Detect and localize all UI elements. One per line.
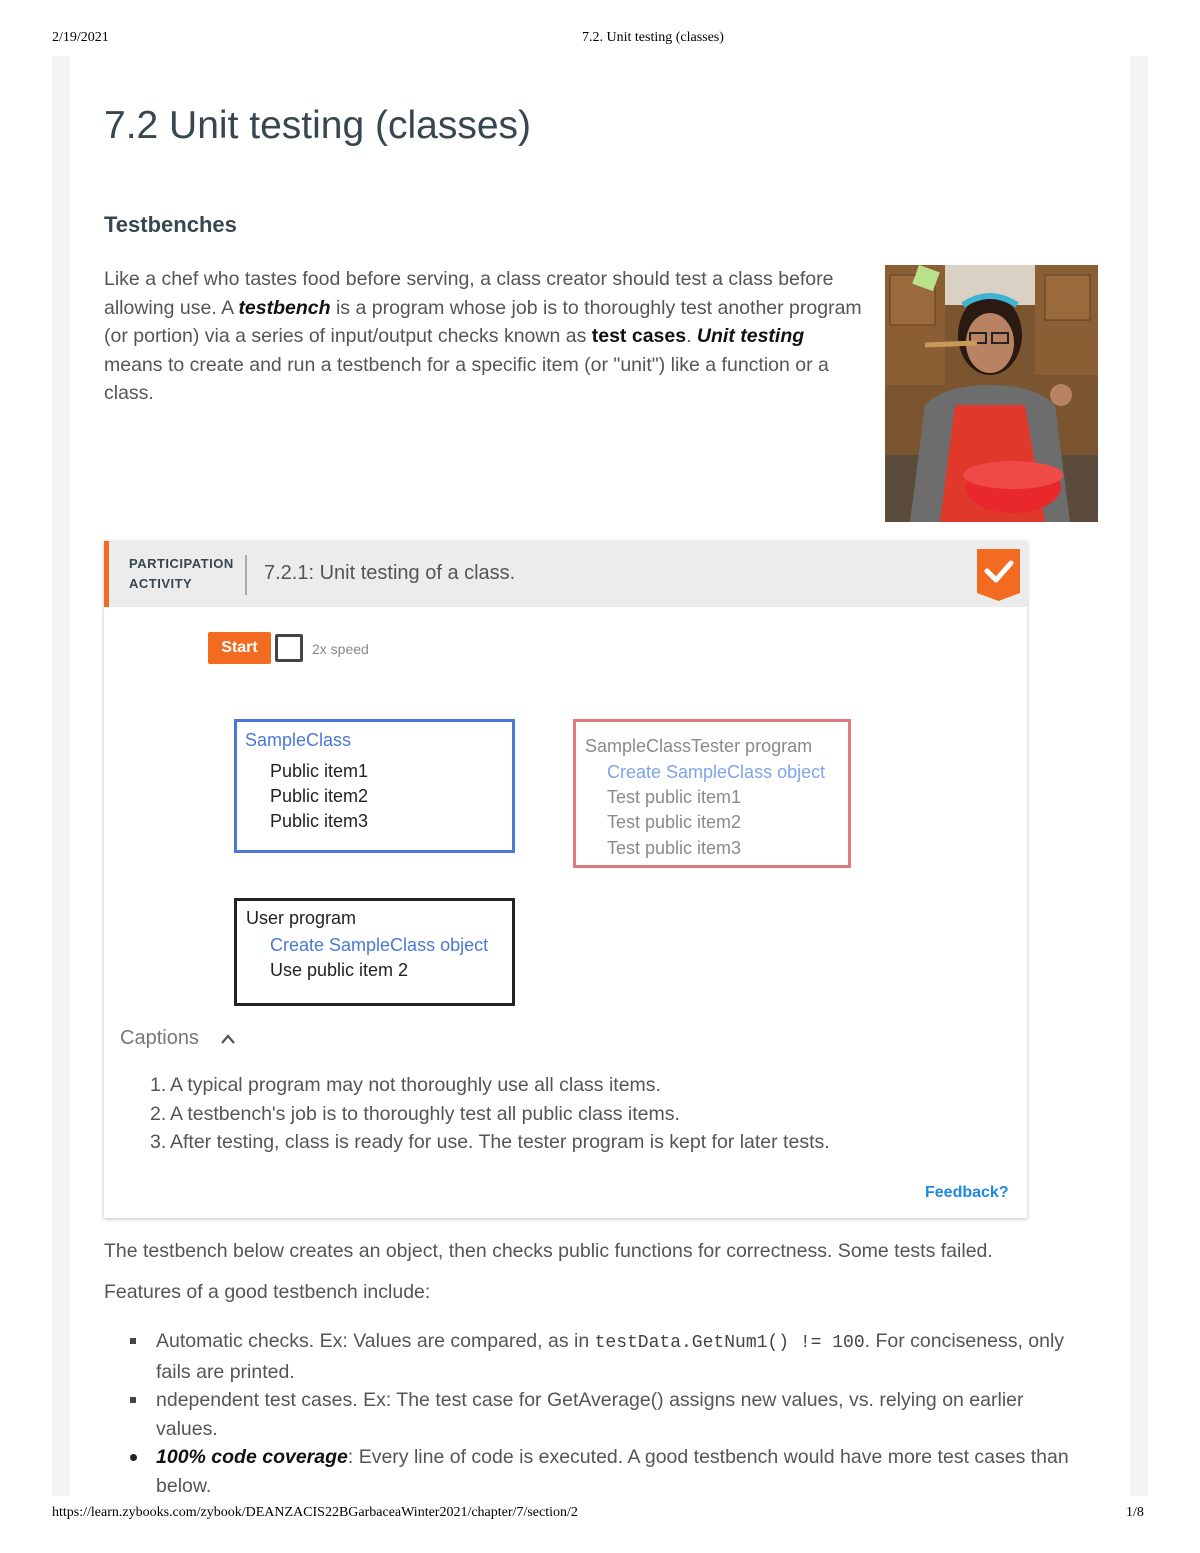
intro-paragraph <box>104 265 864 408</box>
tester-title: SampleClassTester program <box>585 736 813 756</box>
intro-text-4: means to create and run a testbench for a specific item (or "unit") like a function or a class. <box>104 353 829 404</box>
page-title: 7.2 Unit testing (classes) <box>104 104 532 147</box>
activity-title: 7.2.1: Unit testing of a class. <box>264 562 516 584</box>
header-divider <box>245 555 247 595</box>
user-use-item: Use public item 2 <box>270 960 409 980</box>
participation-activity <box>104 541 1027 1218</box>
caption-item <box>150 1100 830 1129</box>
square-bullet-icon <box>130 1397 136 1403</box>
tester-create-object: Create SampleClass object <box>607 762 826 782</box>
round-bullet-icon <box>130 1454 137 1461</box>
caption-number: 1. <box>150 1074 167 1096</box>
print-title: 7.2. Unit testing (classes) <box>582 30 724 45</box>
print-page-number: 1/8 <box>1126 1505 1144 1520</box>
activity-label-line-1: PARTICIPATION <box>129 556 234 571</box>
sampleclass-title: SampleClass <box>245 730 352 750</box>
captions-list <box>150 1071 830 1157</box>
sampleclass-box <box>234 719 515 853</box>
chef-tasting-photo <box>885 265 1098 522</box>
user-create-object: Create SampleClass object <box>270 935 489 955</box>
sampleclass-item-2: Public item2 <box>270 786 369 806</box>
term-test-cases: test cases <box>591 325 687 347</box>
feedback-link[interactable]: Feedback? <box>925 1184 1009 1201</box>
caption-text: A testbench's job is to thoroughly test all public class items. <box>170 1102 680 1125</box>
feature-item-automatic-checks <box>130 1327 1090 1386</box>
tester-test-item-3: Test public item3 <box>607 838 742 858</box>
intro-text-3: . <box>686 325 697 347</box>
chef-photo-illustration <box>885 265 1098 522</box>
check-badge-icon <box>977 549 1020 601</box>
activity-label-line-2: ACTIVITY <box>129 576 193 591</box>
print-url: https://learn.zybooks.com/zybook/DEANZACIS22BGarbaceaWinter2021/chapter/7/section/2 <box>52 1505 578 1520</box>
feature-1-text-b: . For conciseness, only fails are printed. <box>156 1330 1065 1383</box>
activity-type-label <box>129 554 234 594</box>
feature-item-independent-cases <box>130 1386 1090 1443</box>
left-gutter <box>52 56 70 1496</box>
tester-test-item-1: Test public item1 <box>607 787 742 807</box>
speed-label: 2x speed <box>312 641 369 657</box>
tester-program-box <box>573 719 851 868</box>
term-testbench: testbench <box>238 296 331 319</box>
activity-header <box>104 541 1027 607</box>
caption-number: 3. <box>150 1131 167 1153</box>
captions-label: Captions <box>120 1027 199 1049</box>
sampleclass-item-3: Public item3 <box>270 811 369 831</box>
feature-1-text-a: Automatic checks. Ex: Values are compared, as in <box>156 1330 595 1352</box>
feature-3-term: 100% code coverage <box>156 1446 348 1468</box>
feature-2-text: ndependent test cases. Ex: The test case for GetAverage() assigns new values, vs. relying on earlier values. <box>156 1389 1024 1440</box>
speed-checkbox[interactable] <box>275 634 303 662</box>
chevron-up-icon[interactable] <box>220 1032 236 1046</box>
term-unit-testing: Unit testing <box>696 325 805 347</box>
section-heading: Testbenches <box>104 212 237 237</box>
user-program-title: User program <box>246 908 357 928</box>
caption-item <box>150 1128 830 1157</box>
caption-text: After testing, class is ready for use. The tester program is kept for later tests. <box>170 1131 830 1153</box>
caption-text: A typical program may not thoroughly use all class items. <box>170 1074 661 1096</box>
sampleclass-item-1: Public item1 <box>270 761 369 781</box>
caption-number: 2. <box>150 1102 167 1125</box>
square-bullet-icon <box>130 1338 136 1344</box>
tester-test-item-2: Test public item2 <box>607 812 742 832</box>
print-date: 2/19/2021 <box>52 30 109 45</box>
start-button[interactable]: Start <box>208 632 271 664</box>
right-gutter <box>1130 56 1148 1496</box>
feature-3-text: : Every line of code is executed. A good testbench would have more test cases than below. <box>156 1446 1069 1497</box>
intro-text-1: Like a chef who tastes food before serving, a class creator should test a class before allowing use. A <box>104 268 834 319</box>
feature-item-code-coverage <box>130 1443 1090 1500</box>
intro-text-2: is a program whose job is to thoroughly test another program (or portion) via a series of input/output checks known as <box>104 296 862 347</box>
features-list <box>130 1327 1090 1500</box>
features-intro: Features of a good testbench include: <box>104 1281 431 1303</box>
testbench-paragraph: The testbench below creates an object, then checks public functions for correctness. Some tests failed. <box>104 1240 993 1262</box>
feature-1-code: testData.GetNum1() != 100 <box>594 1333 865 1353</box>
caption-item <box>150 1071 830 1100</box>
user-program-box <box>234 898 515 1006</box>
